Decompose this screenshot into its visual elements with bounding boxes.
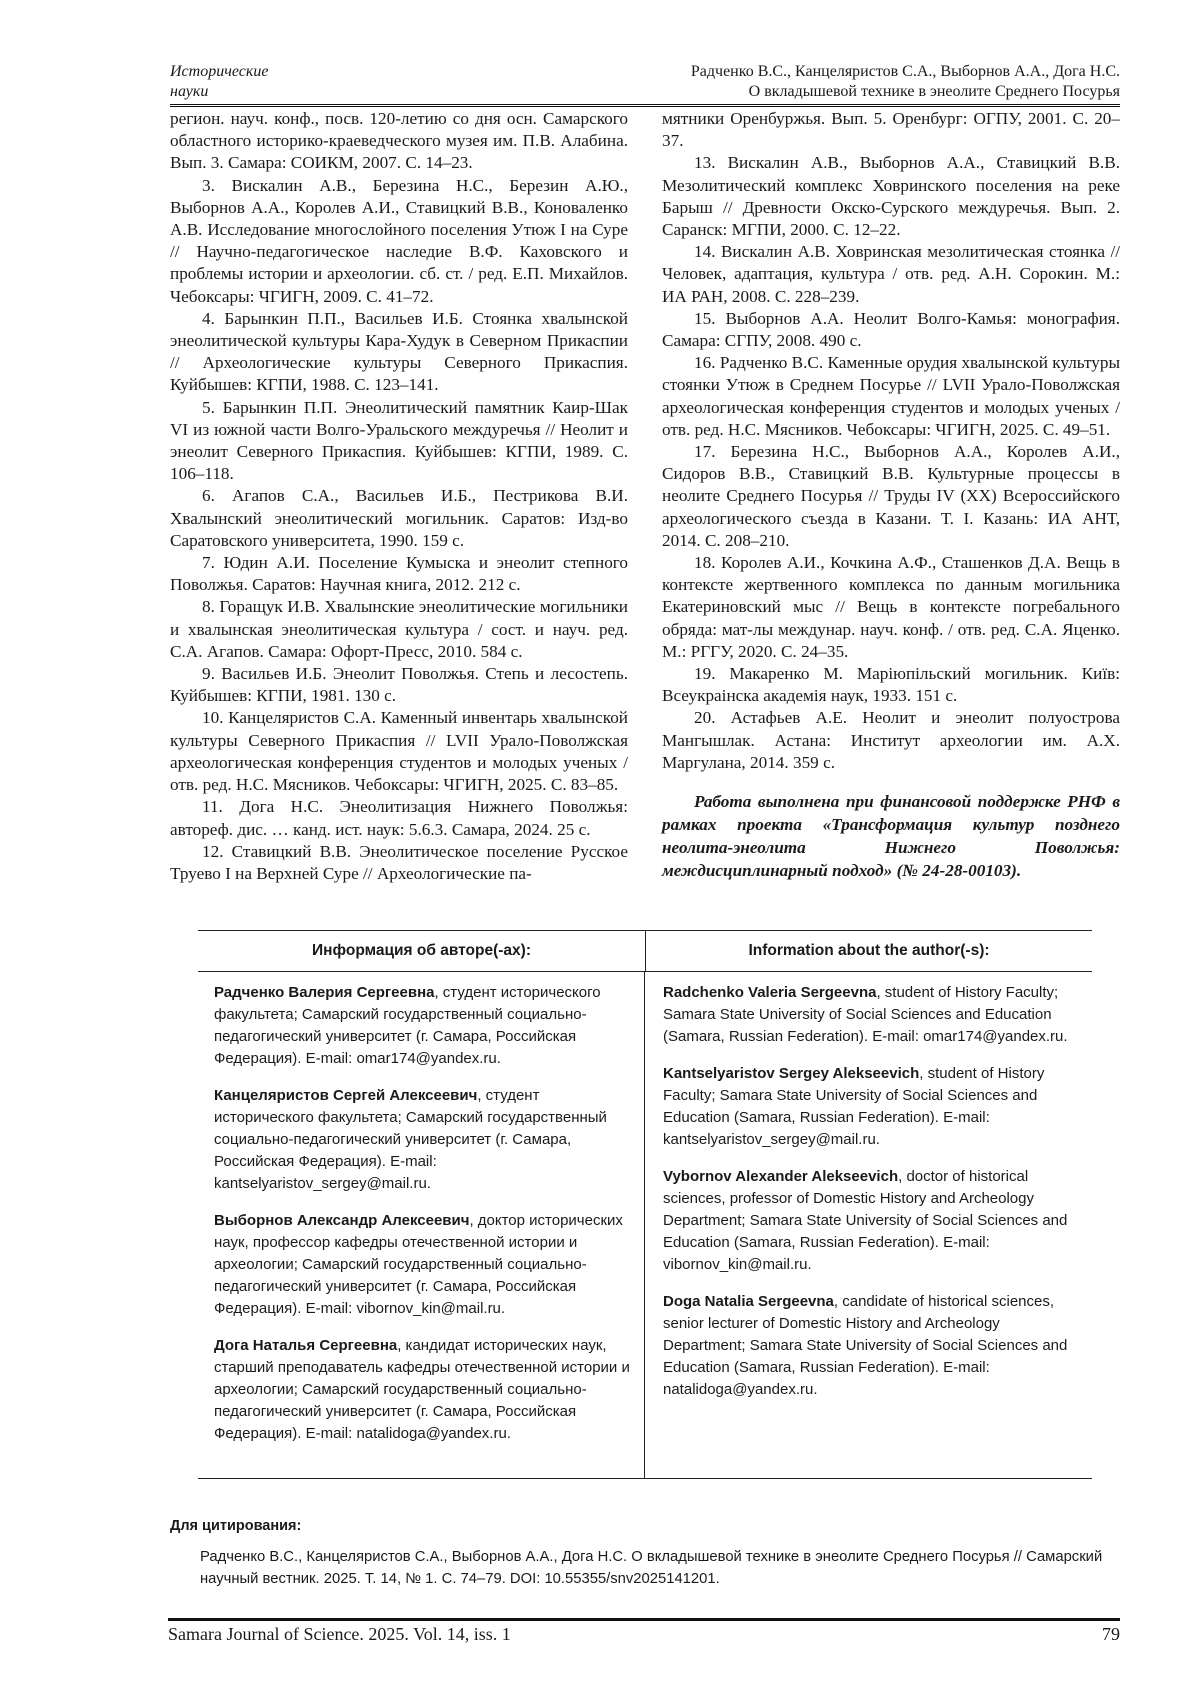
author-entry <box>663 982 1084 1048</box>
author-name: Выборнов Александр Алексеевич <box>214 1212 470 1229</box>
funding-note: Работа выполнена при финансовой поддержке РНФ в рамках проекта «Трансформация культур позднего неолита-энеолита Нижнего Поволжья: междисциплинарный подход» (№ 24-28-00103). <box>662 792 1120 881</box>
references-right-column <box>662 108 1120 899</box>
author-details: , student of History Faculty; Samara State University of Social Sciences and Education (Samara, Russian Federation). E-mail: omar174@yandex.ru. <box>663 984 1068 1045</box>
author-entry <box>214 1085 636 1195</box>
reference-item: 7. Юдин А.И. Поселение Кумыска и энеолит степного Поволжья. Саратов: Научная книга, 2012. 212 с. <box>170 553 628 595</box>
author-info-ru-column <box>198 972 645 1478</box>
footer-rule <box>168 1618 1120 1621</box>
reference-item: 16. Радченко В.С. Каменные орудия хвалынской культуры стоянки Утюж в Среднем Посурье // LVII Урало-Поволжская археологическая конференция студентов и молодых ученых / отв. ред. Н.С. Мясников. Чебоксары: ЧГИГН, 2025. С. 49–51. <box>662 353 1120 439</box>
article-header <box>691 62 1120 102</box>
author-info-table <box>198 930 1092 1479</box>
reference-item: 8. Горащук И.В. Хвалынские энеолитические могильники и хвалынская энеолитическая культура / сост. и науч. ред. С.А. Агапов. Самара: Офорт-Пресс, 2010. 584 с. <box>170 597 628 661</box>
citation-text: Радченко В.С., Канцеляристов С.А., Выборнов А.А., Дога Н.С. О вкладышевой технике в энеолите Среднего Посурья // Самарский научный вестник. 2025. Т. 14, № 1. С. 74–79. DOI: 10.55355/snv2025141201. <box>200 1549 1103 1587</box>
author-name: Vybornov Alexander Alekseevich <box>663 1168 899 1185</box>
header-authors: Радченко В.С., Канцеляристов С.А., Выборнов А.А., Дога Н.С. <box>690 63 1120 80</box>
reference-item: 17. Березина Н.С., Выборнов А.А., Королев А.И., Сидоров В.В., Ставицкий В.В. Культурные процессы в неолите Среднего Посурья // Труды IV (XX) Всероссийского археологического съезда в Казани. Т. I. Казань: ИА АНТ, 2014. С. 208–210. <box>662 442 1120 550</box>
references-left-column <box>170 108 628 899</box>
reference-item: 13. Вискалин А.В., Выборнов А.А., Ставицкий В.В. Мезолитический комплекс Ховринского поселения на реке Барыш // Древности Окско-Сурского междуречья. Вып. 2. Саранск: МГПИ, 2000. С. 12–22. <box>662 153 1120 240</box>
running-head <box>170 60 1120 104</box>
author-entry <box>663 1166 1084 1276</box>
reference-item: 5. Барынкин П.П. Энеолитический памятник Каир-Шак VI из южной части Волго-Уральского междуречья // Неолит и энеолит Северного Прикаспия. Куйбышев: КГПИ, 1989. С. 106–118. <box>170 397 628 484</box>
page-number: 79 <box>1102 1624 1120 1644</box>
author-name: Kantselyaristov Sergey Alekseevich <box>663 1065 920 1082</box>
header-rule <box>170 104 1120 107</box>
journal-name: Samara Journal of Science. 2025. Vol. 14, iss. 1 <box>168 1624 511 1644</box>
author-name: Радченко Валерия Сергеевна <box>214 984 435 1001</box>
author-name: Канцеляристов Сергей Алексеевич <box>214 1087 478 1104</box>
author-name: Radchenko Valeria Sergeevna <box>663 984 877 1001</box>
author-entry <box>214 982 636 1070</box>
author-details: , студент исторического факультета; Самарский государственный социально-педагогический университет (г. Самара, Российская Федерация). E-mail: kantselyaristov_sergey@mail.ru. <box>214 1087 607 1192</box>
reference-item: 10. Канцеляристов С.А. Каменный инвентарь хвалынской культуры Северного Прикаспия // LVII Урало-Поволжская археологическая конференция студентов и молодых ученых / отв. ред. Н.С. Мясников. Чебоксары: ЧГИГН, 2025. С. 83–85. <box>170 708 628 795</box>
reference-item: 12. Ставицкий В.В. Энеолитическое поселение Русское Труево I на Верхней Суре // Археологические па- <box>170 841 628 883</box>
references-columns <box>170 108 1120 899</box>
reference-item: 4. Барынкин П.П., Васильев И.Б. Стоянка хвалынской энеолитической культуры Кара-Худук в Северном Прикаспии // Археологические культуры Северного Прикаспия. Куйбышев: КГПИ, 1988. С. 123–141. <box>170 308 628 395</box>
section-name: Исторические науки <box>170 63 269 100</box>
reference-item: 20. Астафьев А.Е. Неолит и энеолит полуострова Мангышлак. Астана: Институт археологии им. А.Х. Маргулана, 2014. 359 с. <box>662 708 1120 772</box>
reference-item: регион. науч. конф., посв. 120-летию со дня осн. Самарского областного историко-краеведческого музея им. П.В. Алабина. Вып. 3. Самара: СОИКМ, 2007. С. 14–23. <box>170 109 628 173</box>
author-info-en-column <box>645 972 1092 1478</box>
author-details: , student of History Faculty; Samara State University of Social Sciences and Education (Samara, Russian Federation). E-mail: kantselyaristov_sergey@mail.ru. <box>663 1065 1045 1148</box>
author-entry <box>663 1063 1084 1151</box>
author-name: Дога Наталья Сергеевна <box>214 1337 398 1354</box>
reference-item: 14. Вискалин А.В. Ховринская мезолитическая стоянка // Человек, адаптация, культура / отв. ред. А.Н. Сорокин. М.: ИА РАН, 2008. С. 228–239. <box>662 242 1120 306</box>
author-entry <box>214 1335 636 1445</box>
citation-block <box>170 1518 1120 1590</box>
author-name: Doga Natalia Sergeevna <box>663 1293 834 1310</box>
author-entry <box>214 1210 636 1320</box>
author-details: , candidate of historical sciences, senior lecturer of Domestic History and Archeology Department; Samara State University of Social Sciences and Education (Samara, Russian Federation). E-mail: natalidoga@yandex.ru. <box>663 1293 1068 1398</box>
author-details: , доктор исторических наук, профессор кафедры отечественной истории и археологии; Самарский государственный социально-педагогический университет (г. Самара, Российская Федерация). E-mail: vibornov_kin@mail.ru. <box>214 1212 623 1317</box>
header-title: О вкладышевой технике в энеолите Среднего Посурья <box>748 83 1120 100</box>
citation-label: Для цитирования: <box>170 1518 302 1534</box>
author-info-header-row <box>198 931 1092 972</box>
author-info-header-ru: Информация об авторе(-ах): <box>198 931 646 971</box>
reference-item: 6. Агапов С.А., Васильев И.Б., Пестрикова В.И. Хвалынский энеолитический могильник. Саратов: Изд-во Саратовского университета, 1990. 159 с. <box>170 486 628 550</box>
author-info-header-en: Information about the author(-s): <box>748 942 990 959</box>
author-details: , кандидат исторических наук, старший преподаватель кафедры отечественной истории и археологии; Самарский государственный социально-педагогический университет (г. Самара, Российская Федерация). E-mail: natalidoga@yandex.ru. <box>214 1337 630 1442</box>
reference-item: 18. Королев А.И., Кочкина А.Ф., Сташенков Д.А. Вещь в контексте жертвенного комплекса по данным могильника Екатериновский мыс // Вещь в контексте погребального обряда: мат-лы междунар. науч. конф. / отв. ред. С.А. Яценко. М.: РГГУ, 2020. С. 24–35. <box>662 553 1120 661</box>
author-entry <box>663 1291 1084 1401</box>
reference-item: 19. Макаренко М. Марiюпiльский могильник. Київ: Всеукраiнска академiя наук, 1933. 151 с. <box>662 664 1120 706</box>
reference-item: 9. Васильев И.Б. Энеолит Поволжья. Степь и лесостепь. Куйбышев: КГПИ, 1981. 130 с. <box>170 664 628 706</box>
reference-item: мятники Оренбуржья. Вып. 5. Оренбург: ОГПУ, 2001. С. 20–37. <box>662 109 1120 151</box>
page-footer <box>168 1624 1120 1645</box>
reference-item: 3. Вискалин А.В., Березина Н.С., Березин А.Ю., Выборнов А.А., Королев А.И., Ставицкий В.В., Коноваленко А.В. Исследование многослойного поселения Утюж I на Суре // Научно-педагогическое наследие В.Ф. Каховского и проблемы истории и археологии. сб. ст. / ред. Е.П. Михайлов. Чебоксары: ЧГИГН, 2009. С. 41–72. <box>170 175 628 306</box>
author-details: , doctor of historical sciences, professor of Domestic History and Archeology Department; Samara State University of Social Sciences and Education (Samara, Russian Federation). E-mail: vibornov_kin@mail.ru. <box>663 1168 1068 1273</box>
reference-item: 15. Выборнов А.А. Неолит Волго-Камья: монография. Самара: СГПУ, 2008. 490 с. <box>662 308 1120 351</box>
reference-item: 11. Дога Н.С. Энеолитизация Нижнего Поволжья: автореф. дис. … канд. ист. наук: 5.6.3. Самара, 2024. 25 с. <box>170 797 628 839</box>
author-details: , студент исторического факультета; Самарский государственный социально-педагогический университет (г. Самара, Российская Федерация). E-mail: omar174@yandex.ru. <box>214 984 601 1067</box>
